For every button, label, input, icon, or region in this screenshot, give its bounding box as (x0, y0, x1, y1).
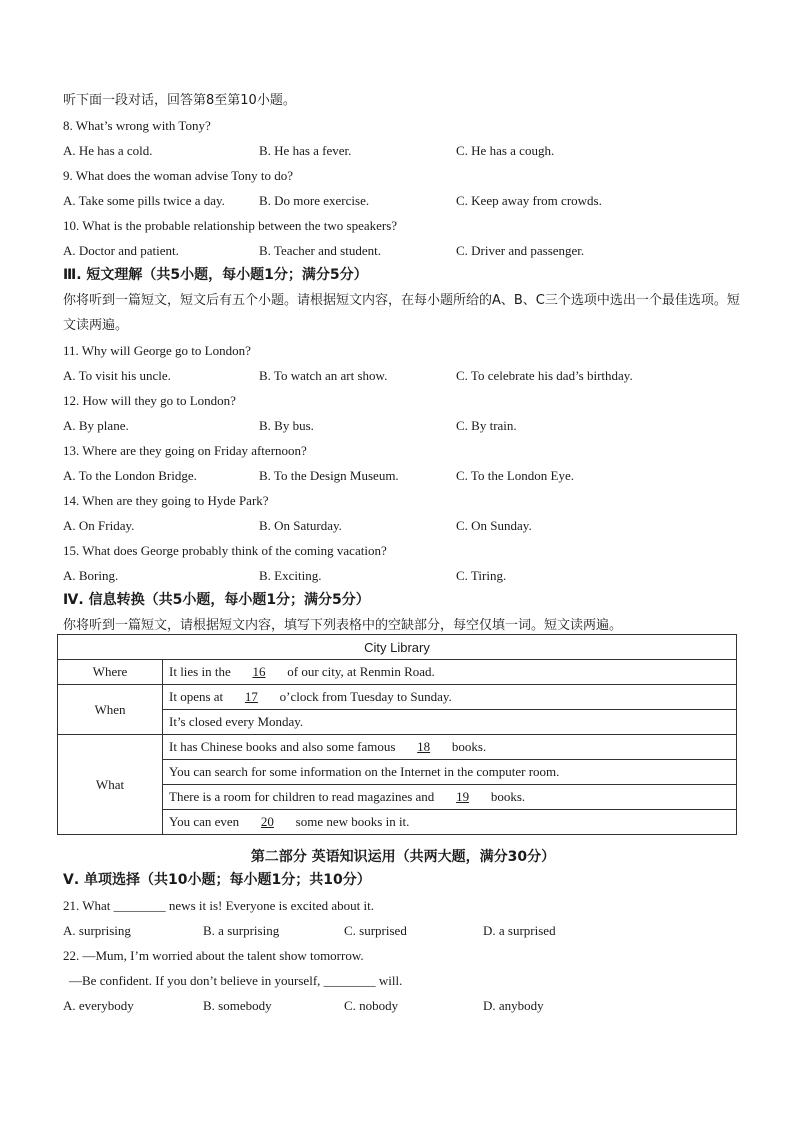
row-18-text-pre: It has Chinese books and also some famous (169, 739, 399, 754)
question-12: 12. How will they go to London? (63, 393, 236, 408)
question-21: 21. What ________ news it is! Everyone is excited about it. (63, 898, 374, 913)
option-22a[interactable]: A. everybody (63, 998, 134, 1013)
option-12c[interactable]: C. By train. (456, 418, 517, 433)
question-13: 13. Where are they going on Friday afternoon? (63, 443, 307, 458)
option-15a[interactable]: A. Boring. (63, 568, 119, 583)
options-14 (63, 513, 743, 538)
question-8: 8. What’s wrong with Tony? (63, 118, 211, 133)
exam-page (63, 88, 743, 1013)
row-17-text-post: o’clock from Tuesday to Sunday. (276, 689, 452, 704)
option-11a[interactable]: A. To visit his uncle. (63, 368, 171, 383)
row-19-text-post: books. (487, 789, 526, 804)
city-library-table (57, 634, 737, 835)
option-9b[interactable]: B. Do more exercise. (259, 193, 370, 208)
option-21a[interactable]: A. surprising (63, 923, 131, 938)
option-8b[interactable]: B. He has a fever. (259, 143, 352, 158)
option-9c[interactable]: C. Keep away from crowds. (456, 193, 602, 208)
option-21b[interactable]: B. a surprising (203, 923, 280, 938)
blank-18[interactable]: 18 (417, 739, 431, 754)
blank-19[interactable]: 19 (456, 789, 470, 804)
table-row-closed: It’s closed every Monday. (163, 710, 737, 735)
option-12b[interactable]: B. By bus. (259, 418, 314, 433)
table-row-internet: You can search for some information on the Internet in the computer room. (163, 760, 737, 785)
question-22-line2: —Be confident. If you don’t believe in yourself, ________ will. (69, 973, 403, 988)
label-when: When (58, 685, 163, 735)
question-14: 14. When are they going to Hyde Park? (63, 493, 269, 508)
option-11b[interactable]: B. To watch an art show. (259, 368, 388, 383)
option-8c[interactable]: C. He has a cough. (456, 143, 555, 158)
option-10c[interactable]: C. Driver and passenger. (456, 243, 585, 258)
row-20-text-post: some new books in it. (292, 814, 410, 829)
options-13 (63, 463, 743, 488)
section-5-block (63, 868, 743, 1018)
blank-17[interactable]: 17 (244, 689, 258, 704)
row-16-text-pre: It lies in the (169, 664, 234, 679)
options-8 (63, 138, 743, 163)
option-13a[interactable]: A. To the London Bridge. (63, 468, 197, 483)
option-14a[interactable]: A. On Friday. (63, 518, 135, 533)
row-20-text-pre: You can even (169, 814, 243, 829)
option-13b[interactable]: B. To the Design Museum. (259, 468, 399, 483)
label-where: Where (58, 660, 163, 685)
options-11 (63, 363, 743, 388)
table-row-18 (163, 735, 737, 760)
option-22c[interactable]: C. nobody (344, 998, 399, 1013)
option-15c[interactable]: C. Tiring. (456, 568, 507, 583)
table-row-20 (163, 810, 737, 835)
option-21c[interactable]: C. surprised (344, 923, 407, 938)
section-3-instructions: 你将听到一篇短文，短文后有五个小题。请根据短文内容，在每小题所给的A、B、C三个选项中选出一个最佳选项。短文读两遍。 (63, 293, 740, 333)
section-5-title: Ⅴ. 单项选择（共10小题；每小题1分；共10分） (63, 872, 371, 888)
section-4-instructions: 你将听到一篇短文，请根据短文内容，填写下列表格中的空缺部分，每空仅填一词。短文读两遍。 (63, 618, 623, 633)
options-12 (63, 413, 743, 438)
options-21 (63, 918, 743, 943)
option-8a[interactable]: A. He has a cold. (63, 143, 153, 158)
option-10b[interactable]: B. Teacher and student. (259, 243, 381, 258)
options-15 (63, 563, 743, 588)
row-19-text-pre: There is a room for children to read magazines and (169, 789, 438, 804)
row-17-text-pre: It opens at (169, 689, 227, 704)
blank-20[interactable]: 20 (260, 814, 274, 829)
listen-intro: 听下面一段对话，回答第8至第10小题。 (63, 93, 296, 108)
option-14b[interactable]: B. On Saturday. (259, 518, 342, 533)
options-9 (63, 188, 743, 213)
option-21d[interactable]: D. a surprised (483, 923, 556, 938)
question-10: 10. What is the probable relationship between the two speakers? (63, 218, 398, 233)
question-9: 9. What does the woman advise Tony to do? (63, 168, 294, 183)
table-row-17 (163, 685, 737, 710)
option-22d[interactable]: D. anybody (483, 998, 544, 1013)
question-22-line1: 22. —Mum, I’m worried about the talent show tomorrow. (63, 948, 364, 963)
options-10 (63, 238, 743, 263)
option-13c[interactable]: C. To the London Eye. (456, 468, 575, 483)
option-9a[interactable]: A. Take some pills twice a day. (63, 193, 225, 208)
row-18-text-post: books. (448, 739, 487, 754)
part-2-title: 第二部分 英语知识运用（共两大题，满分30分） (250, 849, 556, 865)
blank-16[interactable]: 16 (252, 664, 266, 679)
row-16-text-post: of our city, at Renmin Road. (284, 664, 435, 679)
options-22 (63, 993, 743, 1018)
section-4-title: Ⅳ. 信息转换（共5小题，每小题1分；满分5分） (63, 592, 370, 608)
option-11c[interactable]: C. To celebrate his dad’s birthday. (456, 368, 633, 383)
option-10a[interactable]: A. Doctor and patient. (63, 243, 179, 258)
question-11: 11. Why will George go to London? (63, 343, 251, 358)
option-12a[interactable]: A. By plane. (63, 418, 129, 433)
label-what: What (58, 735, 163, 835)
option-14c[interactable]: C. On Sunday. (456, 518, 532, 533)
option-15b[interactable]: B. Exciting. (259, 568, 322, 583)
question-15: 15. What does George probably think of the coming vacation? (63, 543, 387, 558)
table-row-16 (163, 660, 737, 685)
option-22b[interactable]: B. somebody (203, 998, 272, 1013)
table-row-19 (163, 785, 737, 810)
table-title: City Library (58, 635, 737, 660)
section-3-title: Ⅲ. 短文理解（共5小题，每小题1分；满分5分） (63, 267, 368, 283)
